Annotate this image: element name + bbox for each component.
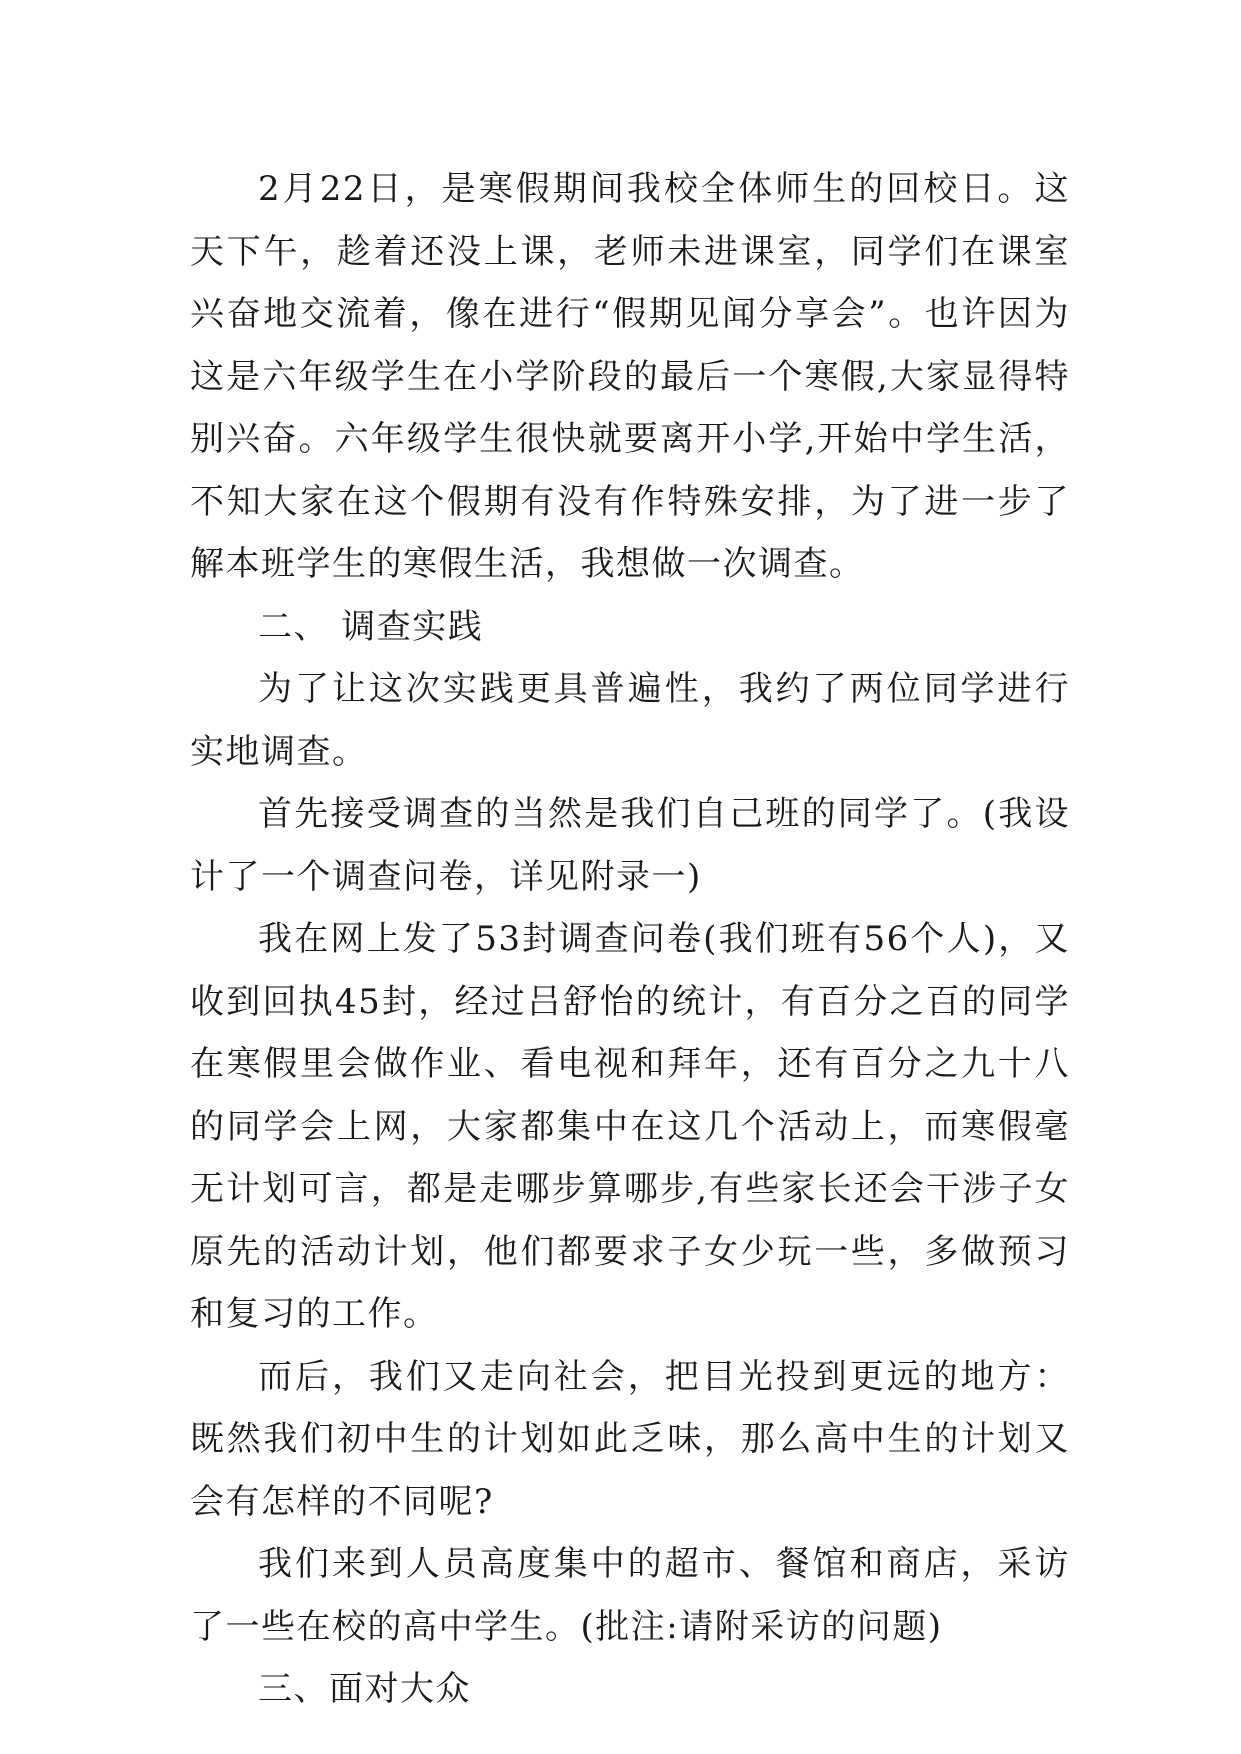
paragraph-interview: 我们来到人员高度集中的超市、餐馆和商店，采访了一些在校的高中学生。(批注:请附采访的问题): [190, 1544, 1070, 1647]
paragraph-statistics: 我在网上发了53封调查问卷(我们班有56个人)，又收到回执45封，经过吕舒怡的统计，有百分之百的同学在寒假里会做作业、看电视和拜年，还有百分之九十八的同学会上网，大家都集中在这几个活动上，而寒假毫无计划可言，都是走哪步算哪步,有些家长还会干涉子女原先的活动计划，他们都要求子女少玩一些，多做预习和复习的工作。: [190, 919, 1070, 1334]
document-body: [190, 158, 1070, 1721]
section-heading-3: 三、面对大众: [258, 1669, 471, 1709]
paragraph-society: 而后，我们又走向社会，把目光投到更远的地方：既然我们初中生的计划如此乏味，那么高中生的计划又会有怎样的不同呢?: [190, 1356, 1070, 1522]
paragraph-intro: 2月22日，是寒假期间我校全体师生的回校日。这天下午，趁着还没上课，老师未进课室，同学们在课室兴奋地交流着，像在进行“假期见闻分享会”。也许因为这是六年级学生在小学阶段的最后一个寒假,大家显得特别兴奋。六年级学生很快就要离开小学,开始中学生活，不知大家在这个假期有没有作特殊安排，为了进一步了解本班学生的寒假生活，我想做一次调查。: [190, 169, 1070, 584]
paragraph-questionnaire: 首先接受调查的当然是我们自己班的同学了。(我设计了一个调查问卷，详见附录一): [190, 794, 1070, 897]
section-heading-2: 二、 调查实践: [258, 606, 484, 647]
paragraph-practice: 为了让这次实践更具普遍性，我约了两位同学进行实地调查。: [190, 669, 1070, 772]
